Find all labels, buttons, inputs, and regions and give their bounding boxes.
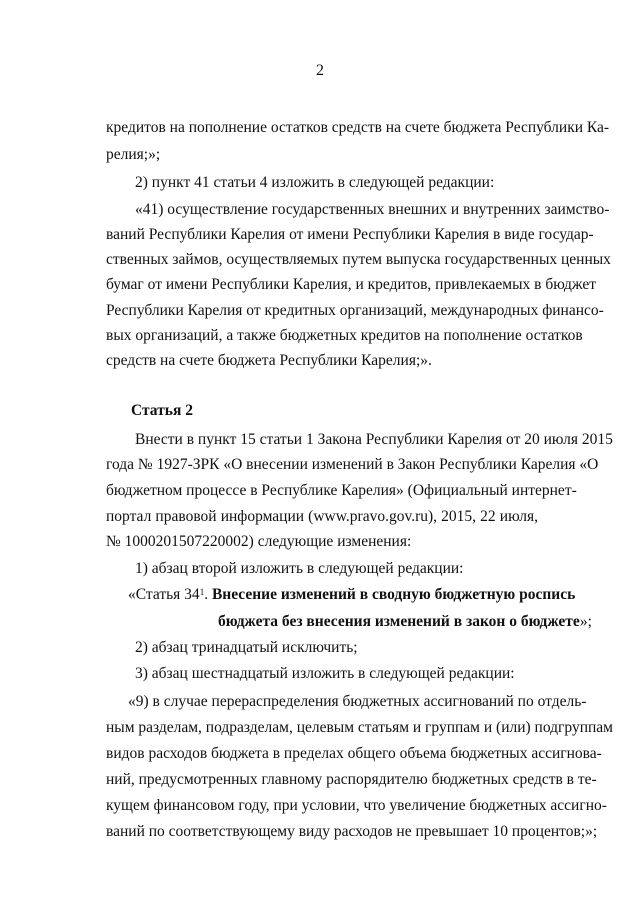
text-line: 2) абзац тринадцатый исключить;	[135, 639, 358, 656]
text-line: вых организаций, а также бюджетных кредитов на пополнение остатков	[106, 327, 583, 344]
article-number: «Статья 34	[128, 586, 200, 603]
article-title-line	[128, 585, 575, 605]
text-line: кредитов на пополнение остатков средств на счете бюджета Республики Ка-	[106, 119, 610, 136]
text-line: ваний по соответствующему виду расходов не превышает 10 процентов;»;	[106, 823, 598, 840]
text-line: 2) пункт 41 статьи 4 изложить в следующей редакции:	[135, 174, 495, 191]
text-line: портал правовой информации (www.pravo.gov.ru), 2015, 22 июля,	[106, 508, 538, 525]
text-line: бумаг от имени Республики Карелия, и кредитов, привлекаемых в бюджет	[106, 276, 597, 293]
text-line: видов расходов бюджета в пределах общего объема бюджетных ассигнова-	[106, 745, 602, 762]
text-line: релия;»;	[106, 146, 161, 163]
text-line: года № 1927-ЗРК «О внесении изменений в Закон Республики Карелия «О	[106, 456, 599, 473]
text-line: кущем финансовом году, при условии, что увеличение бюджетных ассигно-	[106, 797, 607, 814]
text-line: Республики Карелия от кредитных организаций, международных финансо-	[106, 302, 604, 319]
text-line: 1) абзац второй изложить в следующей редакции:	[135, 560, 464, 577]
text-line: бюджетном процессе в Республике Карелия» (Официальный интернет-	[106, 482, 577, 499]
text-line: ным разделам, подразделам, целевым статьям и группам и (или) подгруппам	[106, 719, 613, 736]
article-title-bold: бюджета без внесения изменений в закон о бюджете	[218, 613, 580, 630]
text-line: «41) осуществление государственных внешних и внутренних заимство-	[135, 201, 610, 218]
article-heading: Статья 2	[131, 402, 193, 419]
text-line: № 1000201507220002) следующие изменения:	[106, 533, 412, 550]
text-line: средств на счете бюджета Республики Карелия;».	[106, 352, 432, 369]
text-line: 3) абзац шестнадцатый изложить в следующей редакции:	[135, 665, 515, 682]
article-dot: .	[204, 586, 209, 603]
article-superscript: 1	[199, 587, 205, 597]
article-title-bold: Внесение изменений в сводную бюджетную роспись	[211, 586, 576, 603]
article-title-tail: »;	[579, 613, 592, 630]
text-line: Внести в пункт 15 статьи 1 Закона Республики Карелия от 20 июля 2015	[135, 431, 613, 448]
page-number: 2	[316, 62, 324, 79]
text-line: ваний Республики Карелия от имени Республики Карелия в виде государ-	[106, 226, 594, 243]
article-title-line	[218, 612, 592, 632]
text-line: «9) в случае перераспределения бюджетных ассигнований по отдель-	[128, 693, 587, 710]
text-line: ний, предусмотренных главному распорядителю бюджетных средств в те-	[106, 771, 597, 788]
text-line: ственных займов, осуществляемых путем выпуска государственных ценных	[106, 251, 611, 268]
